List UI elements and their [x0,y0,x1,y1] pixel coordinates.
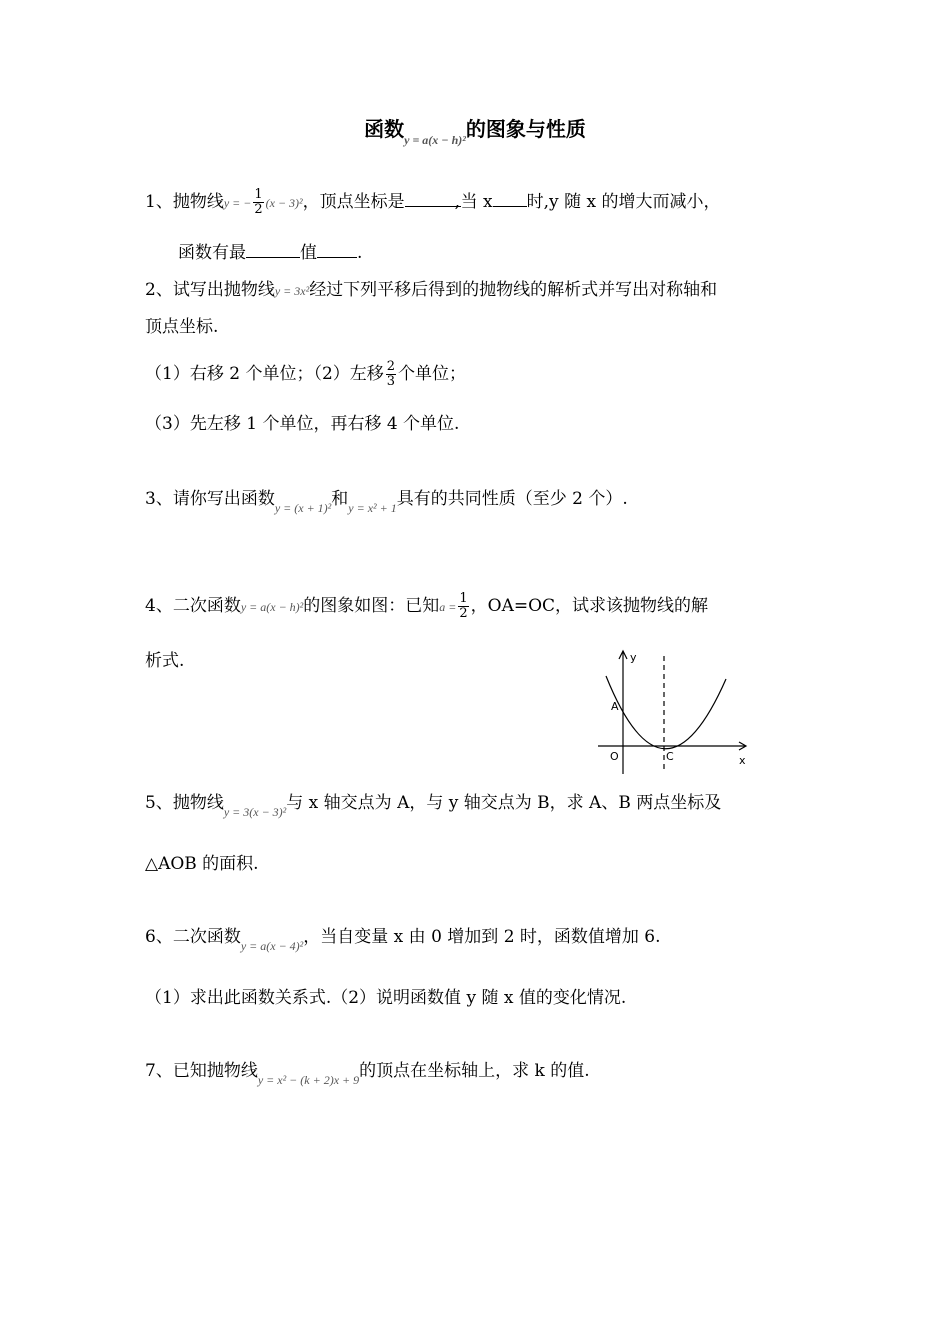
q1-formula-a: y = − [223,196,252,210]
label-x: x [739,754,746,767]
q7-lead: 已知抛物线 [172,1061,258,1081]
q2-formula: y = 3x² [274,284,310,298]
title-suffix: 的图象与性质 [465,117,586,141]
q2-number: 2、 [145,280,173,300]
page-title [0,113,950,147]
q5-line2 [145,851,259,877]
q5-lead: 抛物线 [172,793,224,813]
q4-frac-den: 2 [459,606,468,621]
q1-line2-a: 函数有最 [178,243,246,263]
q5-line2-text: △AOB 的面积. [145,854,259,874]
q1-part2: 当 x [460,192,493,212]
q1-part3: 时,y 随 x 的增大而减小， [526,192,721,212]
q3-line1 [145,486,628,513]
q5-text: 与 x 轴交点为 A，与 y 轴交点为 B，求 A、B 两点坐标及 [286,793,722,813]
q6-formula: y = a(x − 4)² [240,939,304,953]
q4-number: 4、 [145,596,173,616]
q1-blank-comma: , [455,189,461,207]
q2-fraction [386,360,396,389]
q1-frac-num: 1 [254,187,263,202]
q4-line1 [145,592,708,621]
q1-frac-den: 2 [254,202,263,217]
q3-lead: 请你写出函数 [172,489,275,509]
q2-frac-num: 2 [386,359,396,374]
q2-sub3-text: （3）先左移 1 个单位，再右移 4 个单位. [145,414,460,434]
q4-fraction [458,592,468,621]
q6-line1 [145,924,661,951]
q7-line1 [145,1058,590,1085]
parabola-graph [595,648,755,776]
q1-number: 1、 [145,192,173,212]
q1-part1: ，顶点坐标是 [302,192,405,212]
q3-formula-a: y = (x + 1)² [274,501,332,515]
q7-formula: y = x² − (k + 2)x + 9 [257,1073,360,1087]
q2-sub3 [145,411,459,437]
q4-formula: y = a(x − h)² [240,600,304,614]
q1-line2 [178,240,362,266]
q2-text: 经过下列平移后得到的抛物线的解析式并写出对称轴和 [309,280,718,300]
title-formula: y = a(x − h)² [404,133,466,147]
q4-text1: 的图象如图：已知 [303,596,440,616]
q2-sub1-end: 个单位； [398,364,467,384]
q6-sub-text: （1）求出此函数关系式.（2）说明函数值 y 随 x 值的变化情况. [145,988,627,1008]
q4-line2-text: 析式. [145,651,185,671]
q1-lead: 抛物线 [172,192,224,212]
q1-formula-b: (x − 3)² [265,196,303,210]
label-y: y [630,651,637,664]
q4-line2 [145,648,184,674]
label-A: A [611,700,619,713]
q4-frac-num: 1 [459,591,468,606]
q3-mid: 和 [331,489,349,509]
q3-formula-b: y = x² + 1 [348,501,397,515]
q1-blank-x[interactable] [493,189,527,207]
q6-lead: 二次函数 [172,927,241,947]
q5-formula: y = 3(x − 3)² [223,805,287,819]
q2-line2-text: 顶点坐标. [145,317,219,337]
q4-text2: ，OA=OC，试求该抛物线的解 [470,596,709,616]
q6-number: 6、 [145,927,173,947]
label-O: O [610,750,619,763]
parabola-curve [606,676,726,749]
q2-line1 [145,277,717,304]
q3-text: 具有的共同性质（至少 2 个）. [396,489,628,509]
q2-frac-den: 3 [386,374,396,389]
q7-number: 7、 [145,1061,173,1081]
q6-text: ，当自变量 x 由 0 增加到 2 时，函数值增加 6. [303,927,661,947]
label-C: C [666,750,674,763]
q1-line1 [145,188,720,217]
q1-blank-vertex[interactable] [405,189,455,207]
q2-sub1 [145,360,466,389]
q3-number: 3、 [145,489,173,509]
q5-number: 5、 [145,793,173,813]
q1-line2-b: 值 [300,243,317,263]
q1-blank-extreme[interactable] [246,240,300,258]
title-prefix: 函数 [364,117,405,141]
q1-blank-value[interactable] [317,240,357,258]
q7-text: 的顶点在坐标轴上，求 k 的值. [359,1061,590,1081]
q5-line1 [145,790,721,817]
q6-sub [145,985,626,1011]
q2-sub1-text: （1）右移 2 个单位；（2）左移 [145,364,384,384]
q2-lead: 试写出抛物线 [172,280,275,300]
q1-line2-end: . [357,243,363,263]
q4-formula-a: a = [439,600,457,614]
q4-lead: 二次函数 [172,596,241,616]
q2-line2 [145,314,218,340]
q1-fraction [253,188,263,217]
